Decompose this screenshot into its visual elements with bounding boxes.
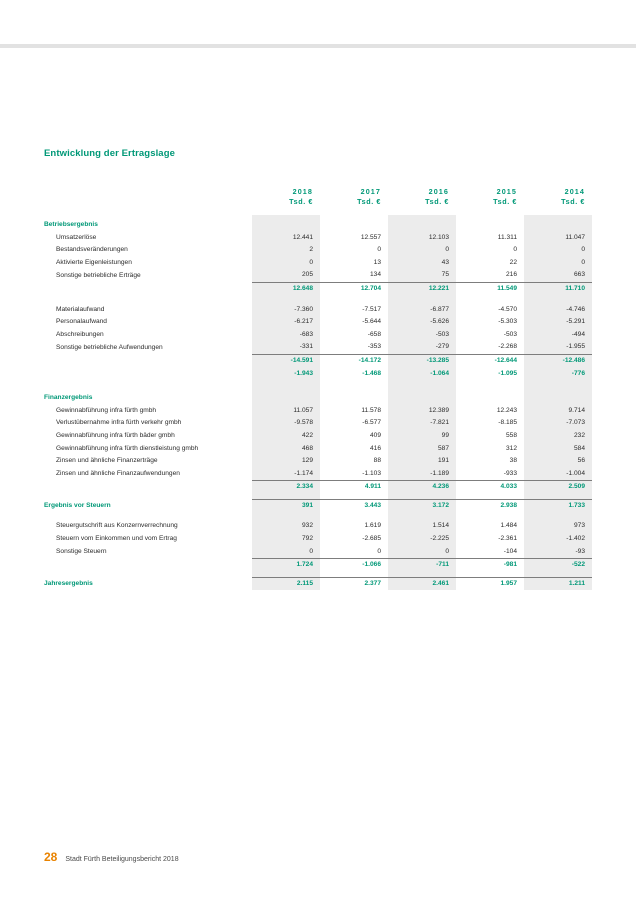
table-row — [44, 546, 592, 559]
row-label: Umsatzerlöse — [56, 233, 97, 241]
row-value: -494 — [524, 329, 592, 342]
row-value: -658 — [367, 330, 381, 338]
column-header-unit-2015: Tsd. € — [493, 197, 517, 206]
table-row — [44, 269, 592, 282]
row-value: 932 — [252, 520, 320, 533]
row-value: -5.303 — [498, 318, 517, 326]
row-value: 1.619 — [364, 522, 381, 530]
row-label: Gewinnabführung infra fürth bäder gmbh — [56, 431, 175, 439]
table-row — [44, 244, 592, 257]
row-value: -8.185 — [498, 419, 517, 427]
table-row — [44, 282, 592, 295]
row-value: 1.733 — [524, 499, 592, 512]
table-row — [44, 257, 592, 270]
page-title: Entwicklung der Ertragslage — [44, 148, 175, 159]
table-row — [44, 296, 592, 304]
table-row — [44, 559, 592, 572]
row-value: -1.189 — [388, 468, 456, 481]
row-value: 3.443 — [320, 499, 388, 512]
row-value — [456, 512, 524, 520]
header-spacer-2 — [44, 197, 252, 215]
row-value: -93 — [524, 546, 592, 559]
table-row — [44, 443, 592, 456]
row-value: 11.057 — [252, 405, 320, 418]
row-value: -7.821 — [388, 417, 456, 430]
row-value: -4.746 — [524, 304, 592, 317]
row-value: -14.591 — [252, 354, 320, 367]
table-row — [44, 481, 592, 494]
row-value: -981 — [456, 559, 524, 572]
page-content — [44, 148, 596, 590]
row-value: 216 — [505, 271, 517, 279]
row-value — [252, 296, 320, 304]
row-value: 0 — [377, 547, 381, 555]
row-value: 0 — [524, 244, 592, 257]
table-header — [44, 187, 592, 215]
row-value: 75 — [388, 269, 456, 282]
row-value: 1.514 — [388, 520, 456, 533]
row-value: 99 — [388, 430, 456, 443]
row-value: 0 — [377, 246, 381, 254]
row-label: Personalaufwand — [56, 318, 107, 326]
row-value — [252, 512, 320, 520]
row-label — [44, 354, 252, 367]
row-value: -1.943 — [252, 368, 320, 381]
table-row — [44, 354, 592, 367]
row-value: -2.685 — [362, 535, 381, 543]
row-value: 134 — [369, 271, 381, 279]
row-label: Bestandsveränderungen — [56, 246, 128, 254]
row-value: -7.073 — [524, 417, 592, 430]
table-row — [44, 215, 592, 232]
row-value: -503 — [388, 329, 456, 342]
row-value: 38 — [509, 457, 517, 465]
table-row — [44, 341, 592, 354]
financial-table — [44, 187, 592, 590]
row-value: -1.402 — [524, 533, 592, 546]
row-value — [320, 512, 388, 520]
row-value: -1.103 — [362, 469, 381, 477]
row-value — [456, 380, 524, 388]
row-value: 0 — [524, 257, 592, 270]
row-value — [524, 512, 592, 520]
row-value: 22 — [509, 258, 517, 266]
row-value: -331 — [252, 341, 320, 354]
row-value: 2.115 — [252, 577, 320, 590]
row-value: 422 — [252, 430, 320, 443]
row-value: 3.172 — [388, 499, 456, 512]
column-header-year-2015: 2015 — [496, 187, 517, 196]
row-label — [44, 380, 252, 388]
row-value: 2.334 — [252, 481, 320, 494]
table-body — [44, 215, 592, 590]
row-label: Sonstige betriebliche Erträge — [56, 271, 141, 279]
row-value: 11.047 — [524, 232, 592, 245]
row-value: 12.389 — [388, 405, 456, 418]
row-value: -1.955 — [524, 341, 592, 354]
row-label — [44, 481, 252, 494]
row-value — [320, 380, 388, 388]
row-label: Gewinnabführung infra fürth dienstleistung gmbh — [56, 444, 199, 452]
row-value: -5.626 — [388, 316, 456, 329]
table-row — [44, 329, 592, 342]
row-value: -2.361 — [498, 535, 517, 543]
row-value: 2.938 — [456, 499, 524, 512]
row-value — [388, 380, 456, 388]
footer-caption: Stadt Fürth Beteiligungsbericht 2018 — [65, 856, 179, 863]
row-value: 43 — [388, 257, 456, 270]
row-value — [456, 388, 524, 405]
row-label: Steuern vom Einkommen und vom Ertrag — [56, 535, 177, 543]
row-value: -13.285 — [388, 354, 456, 367]
row-value: -522 — [524, 559, 592, 572]
row-value: 12.103 — [388, 232, 456, 245]
table-row — [44, 405, 592, 418]
row-value — [388, 512, 456, 520]
row-value — [320, 296, 388, 304]
row-value: 11.578 — [361, 406, 381, 414]
row-value: 587 — [388, 443, 456, 456]
column-header-year-2017: 2017 — [360, 187, 381, 196]
row-value: -1.064 — [388, 368, 456, 381]
row-value: -14.172 — [320, 354, 388, 367]
row-value: 232 — [524, 430, 592, 443]
row-label: Abschreibungen — [56, 330, 104, 338]
row-value — [524, 215, 592, 232]
table-row — [44, 430, 592, 443]
row-value: 4.033 — [456, 481, 524, 494]
row-value — [456, 296, 524, 304]
row-value: 792 — [252, 533, 320, 546]
table-row — [44, 512, 592, 520]
table-row — [44, 368, 592, 381]
row-value: 2 — [252, 244, 320, 257]
row-value: -5.644 — [362, 318, 381, 326]
header-rule — [0, 44, 636, 48]
row-value: 2.377 — [320, 577, 388, 590]
table-row — [44, 468, 592, 481]
row-label: Jahresergebnis — [44, 579, 93, 587]
table-row — [44, 388, 592, 405]
row-label: Verlustübernahme infra fürth verkehr gmbh — [56, 419, 182, 427]
row-value: -1.174 — [252, 468, 320, 481]
row-value — [388, 296, 456, 304]
row-value: -776 — [524, 368, 592, 381]
row-value — [252, 215, 320, 232]
row-label: Materialaufwand — [56, 305, 105, 313]
row-value: -2.268 — [498, 343, 517, 351]
table-header-units — [44, 197, 592, 215]
row-value: 4.911 — [320, 481, 388, 494]
table-row — [44, 304, 592, 317]
row-value: -12.486 — [524, 354, 592, 367]
table-row — [44, 520, 592, 533]
row-value: 2.461 — [388, 577, 456, 590]
table-row — [44, 499, 592, 512]
column-header-unit-2017: Tsd. € — [357, 197, 381, 206]
row-value: -9.578 — [252, 417, 320, 430]
row-value: 409 — [369, 431, 381, 439]
row-value: 0 — [252, 257, 320, 270]
row-value — [456, 215, 524, 232]
row-value: 1.724 — [252, 559, 320, 572]
row-value: 1.484 — [500, 522, 517, 530]
row-value: -12.644 — [456, 354, 524, 367]
row-value: 312 — [505, 444, 517, 452]
row-value: 129 — [252, 455, 320, 468]
row-label — [44, 512, 252, 520]
row-value: -4.570 — [498, 305, 517, 313]
page-footer — [44, 850, 179, 864]
row-label: Ergebnis vor Steuern — [44, 501, 111, 509]
row-value: 12.221 — [388, 282, 456, 295]
row-value: 12.704 — [320, 282, 388, 295]
row-value — [252, 380, 320, 388]
row-label: Finanzergebnis — [44, 394, 93, 402]
row-value: -6.877 — [388, 304, 456, 317]
row-value: 973 — [524, 520, 592, 533]
column-header-year-2018: 2018 — [292, 187, 313, 196]
row-value — [388, 215, 456, 232]
row-value: -933 — [503, 469, 517, 477]
row-label: Betriebsergebnis — [44, 221, 98, 228]
row-value: 0 — [513, 246, 517, 254]
row-value: -2.225 — [388, 533, 456, 546]
row-label: Zinsen und ähnliche Finanzaufwendungen — [56, 470, 180, 478]
row-value: -683 — [252, 329, 320, 342]
row-value: -1.468 — [362, 369, 381, 377]
row-label: Zinsen und ähnliche Finanzerträge — [56, 457, 158, 465]
row-value: -1.004 — [524, 468, 592, 481]
row-value: -1.066 — [320, 559, 388, 572]
row-value: 11.710 — [524, 282, 592, 295]
row-value: -279 — [388, 341, 456, 354]
column-header-unit-2014: Tsd. € — [561, 197, 585, 206]
row-value: -7.517 — [362, 305, 381, 313]
row-value: -1.095 — [498, 369, 517, 377]
row-value: 12.243 — [496, 406, 517, 414]
row-value: 4.236 — [388, 481, 456, 494]
row-value: 0 — [252, 546, 320, 559]
row-value: 11.311 — [497, 233, 517, 241]
table-row — [44, 455, 592, 468]
row-value: 558 — [505, 431, 517, 439]
row-value: 12.441 — [252, 232, 320, 245]
row-label: Steuergutschrift aus Konzernverrechnung — [56, 522, 178, 530]
table-row — [44, 232, 592, 245]
row-label: Sonstige Steuern — [56, 548, 107, 556]
table-row — [44, 380, 592, 388]
row-value: -104 — [503, 547, 517, 555]
row-value: 391 — [252, 499, 320, 512]
row-value: 416 — [369, 444, 381, 452]
column-header-year-2016: 2016 — [428, 187, 449, 196]
row-value — [320, 388, 388, 405]
row-label: Sonstige betriebliche Aufwendungen — [56, 343, 163, 351]
row-value: 191 — [388, 455, 456, 468]
row-value — [524, 296, 592, 304]
row-label: Aktivierte Eigenleistungen — [56, 258, 132, 266]
row-value: 0 — [388, 244, 456, 257]
row-value: 205 — [252, 269, 320, 282]
row-label — [44, 368, 252, 381]
row-value: 663 — [524, 269, 592, 282]
row-value: 1.957 — [456, 577, 524, 590]
row-value — [320, 215, 388, 232]
row-value: 88 — [373, 457, 381, 465]
row-value: 584 — [524, 443, 592, 456]
page-number: 28 — [44, 850, 58, 864]
row-value: -503 — [503, 330, 517, 338]
header-spacer — [44, 187, 252, 197]
table-row — [44, 316, 592, 329]
row-value: 56 — [524, 455, 592, 468]
row-value: 11.549 — [456, 282, 524, 295]
table-row — [44, 577, 592, 590]
row-value: 468 — [252, 443, 320, 456]
row-value: 2.509 — [524, 481, 592, 494]
row-value — [524, 380, 592, 388]
table-row — [44, 417, 592, 430]
row-value: -7.360 — [252, 304, 320, 317]
row-value: 13 — [373, 258, 381, 266]
column-header-unit-2016: Tsd. € — [425, 197, 449, 206]
row-label — [44, 296, 252, 304]
row-value: -711 — [388, 559, 456, 572]
row-value — [388, 388, 456, 405]
column-header-year-2014: 2014 — [564, 187, 585, 196]
row-value — [252, 388, 320, 405]
row-value: -5.291 — [524, 316, 592, 329]
column-header-unit-2018: Tsd. € — [289, 197, 313, 206]
row-value: 9.714 — [524, 405, 592, 418]
table-row — [44, 533, 592, 546]
row-value: -6.217 — [252, 316, 320, 329]
row-value: -6.577 — [362, 419, 381, 427]
table-header-years — [44, 187, 592, 197]
row-label — [44, 282, 252, 295]
row-label: Gewinnabführung infra fürth gmbh — [56, 406, 157, 414]
row-value: 12.557 — [360, 233, 381, 241]
row-value: -353 — [367, 343, 381, 351]
row-value: 12.648 — [252, 282, 320, 295]
row-label — [44, 559, 252, 572]
row-value: 0 — [388, 546, 456, 559]
row-value — [524, 388, 592, 405]
row-value: 1.211 — [524, 577, 592, 590]
